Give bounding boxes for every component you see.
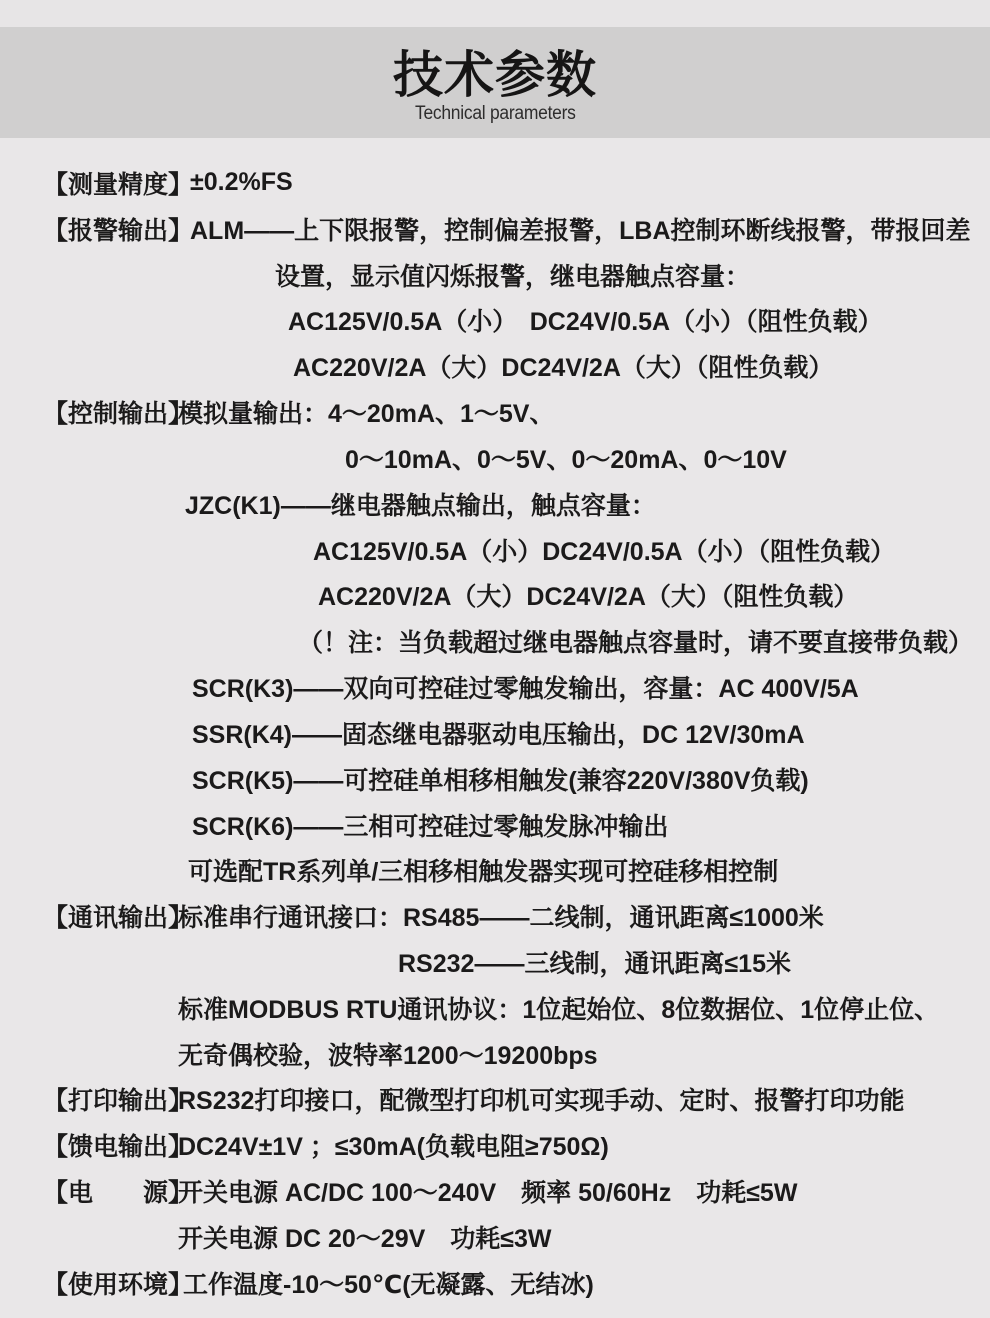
spec-label: 【电 源】 bbox=[43, 1179, 194, 1208]
spec-text: AC125V/0.5A（小） DC24V/0.5A（小）（阻性负载） bbox=[288, 308, 883, 337]
header-band bbox=[0, 27, 990, 138]
spec-text: 0～10mA、0～5V、0～20mA、0～10V bbox=[345, 445, 787, 474]
spec-label: 【馈电输出】 bbox=[43, 1133, 194, 1162]
spec-line-alarm-output bbox=[0, 206, 990, 252]
spec-text: SCR(K3)——双向可控硅过零触发输出，容量：AC 400V/5A bbox=[192, 675, 859, 704]
spec-line bbox=[0, 1031, 990, 1077]
spec-line-measure-accuracy bbox=[0, 160, 990, 206]
spec-line bbox=[0, 664, 990, 710]
top-strip bbox=[0, 0, 990, 27]
spec-text: AC220V/2A（大）DC24V/2A（大）（阻性负载） bbox=[293, 354, 834, 383]
spec-line bbox=[0, 435, 990, 481]
spec-text: RS232——三线制，通讯距离≤15米 bbox=[398, 949, 791, 978]
spec-line bbox=[0, 939, 990, 985]
spec-line bbox=[0, 343, 990, 389]
spec-line bbox=[0, 985, 990, 1031]
spec-line-note bbox=[0, 618, 990, 664]
spec-line-comm-output bbox=[0, 893, 990, 939]
spec-text: 无奇偶校验，波特率1200～19200bps bbox=[178, 1041, 598, 1070]
spec-line bbox=[0, 847, 990, 893]
spec-line bbox=[0, 481, 990, 527]
spec-line bbox=[0, 252, 990, 298]
spec-text: DC24V±1V ；≤30mA(负载电阻≥750Ω) bbox=[178, 1133, 609, 1162]
spec-text: SCR(K5)——可控硅单相移相触发(兼容220V/380V负载) bbox=[192, 766, 809, 795]
spec-line bbox=[0, 710, 990, 756]
spec-line-print-output bbox=[0, 1077, 990, 1123]
spec-text: 工作温度-10～50℃(无凝露、无结冰) bbox=[183, 1270, 594, 1299]
spec-text: AC125V/0.5A（小）DC24V/0.5A（小）（阻性负载） bbox=[313, 537, 896, 566]
spec-line bbox=[0, 527, 990, 573]
spec-text: AC220V/2A（大）DC24V/2A（大）（阻性负载） bbox=[318, 583, 859, 612]
spec-text: SCR(K6)——三相可控硅过零触发脉冲输出 bbox=[192, 812, 669, 841]
spec-text: 开关电源 DC 20～29V 功耗≤3W bbox=[178, 1224, 552, 1253]
spec-text: 设置，显示值闪烁报警，继电器触点容量： bbox=[275, 262, 751, 291]
spec-text: RS232打印接口，配微型打印机可实现手动、定时、报警打印功能 bbox=[178, 1087, 905, 1116]
spec-text: 可选配TR系列单/三相移相触发器实现可控硅移相控制 bbox=[188, 858, 779, 887]
spec-label: 【使用环境】 bbox=[43, 1270, 194, 1299]
spec-label: 【报警输出】 bbox=[43, 216, 194, 245]
spec-label: 【测量精度】 bbox=[43, 170, 194, 199]
spec-text: JZC(K1)——继电器触点输出，触点容量： bbox=[185, 491, 656, 520]
spec-line-feed-output bbox=[0, 1122, 990, 1168]
spec-text: ±0.2%FS bbox=[190, 168, 293, 197]
spec-line bbox=[0, 756, 990, 802]
spec-text: ALM——上下限报警，控制偏差报警，LBA控制环断线报警，带报回差 bbox=[190, 216, 971, 245]
spec-text: （！注：当负载超过继电器触点容量时，请不要直接带负载） bbox=[298, 629, 974, 658]
spec-label: 【控制输出】 bbox=[43, 400, 194, 429]
spec-line bbox=[0, 572, 990, 618]
page-title: 技术参数 bbox=[393, 47, 597, 103]
spec-line bbox=[0, 802, 990, 848]
spec-line-environment bbox=[0, 1260, 990, 1306]
spec-text: 标准串行通讯接口：RS485——二线制，通讯距离≤1000米 bbox=[178, 904, 824, 933]
spec-text: 开关电源 AC/DC 100～240V 频率 50/60Hz 功耗≤5W bbox=[178, 1179, 798, 1208]
spec-label: 【打印输出】 bbox=[43, 1087, 194, 1116]
spec-line-power bbox=[0, 1168, 990, 1214]
spec-line bbox=[0, 297, 990, 343]
spec-text: SSR(K4)——固态继电器驱动电压输出，DC 12V/30mA bbox=[192, 720, 805, 749]
spec-list bbox=[0, 160, 990, 1306]
page-subtitle: Technical parameters bbox=[414, 103, 576, 124]
spec-text: 模拟量输出：4～20mA、1～5V、 bbox=[178, 400, 555, 429]
spec-line-control-output bbox=[0, 389, 990, 435]
spec-line bbox=[0, 1214, 990, 1260]
spec-label: 【通讯输出】 bbox=[43, 904, 194, 933]
spec-text: 标准MODBUS RTU通讯协议：1位起始位、8位数据位、1位停止位、 bbox=[178, 995, 940, 1024]
